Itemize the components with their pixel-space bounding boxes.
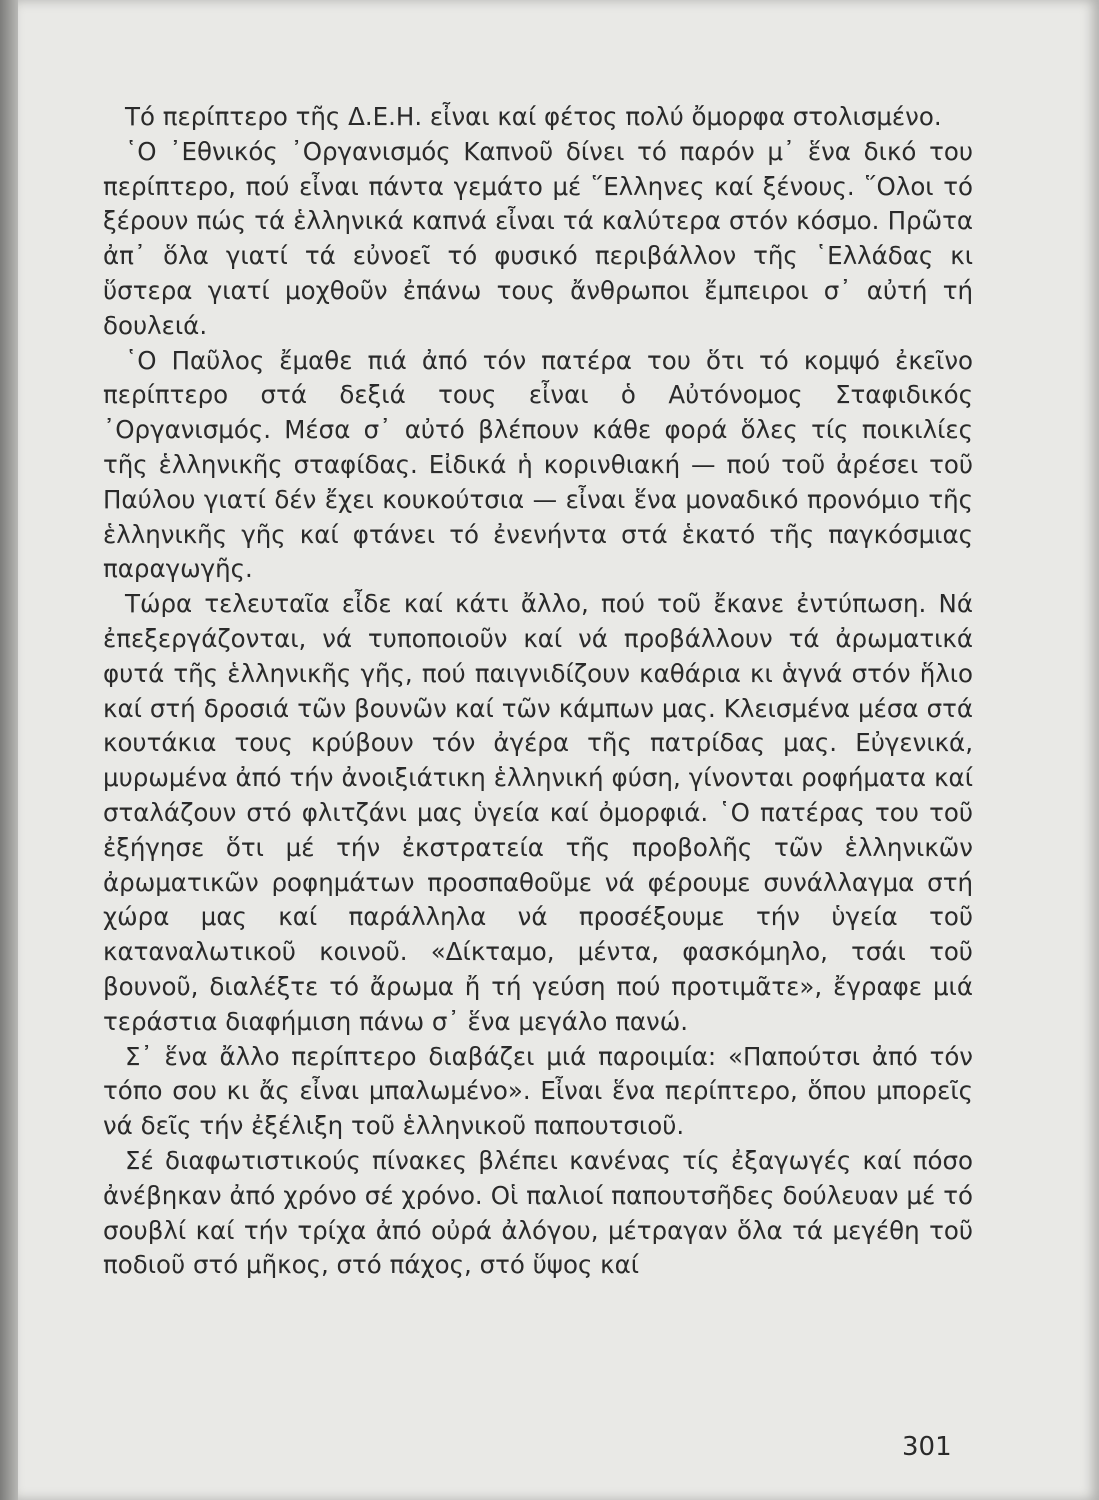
page-edge [0, 0, 18, 1500]
body-text [103, 100, 973, 1283]
paragraph-5: Σ᾿ ἕνα ἄλλο περίπτερο διαβάζει μιά παροιμία: «Παπούτσι ἀπό τόν τόπο σου κι ἄς εἶναι μπαλωμένο». Εἶναι ἕνα περίπτερο, ὅπου μπορεῖς νά δεῖς τήν ἐξέλιξη τοῦ ἑλληνικοῦ παπουτσιοῦ. [103, 1041, 973, 1141]
paragraph-4: Τώρα τελευταῖα εἶδε καί κάτι ἄλλο, πού τοῦ ἔκανε ἐντύπωση. Νά ἐπεξεργάζονται, νά τυποποιοῦν καί νά προβάλλουν τά ἀρωματικά φυτά τῆς ἑλληνικῆς γῆς, πού παιγνιδίζουν καθάρια κι ἁγνά στόν ἥλιο καί στή δροσιά τῶν βουνῶν καί τῶν κάμπων μας. Κλεισμένα μέσα στά κουτάκια τους κρύβουν τόν ἀγέρα τῆς πατρίδας μας. Εὐγενικά, μυρωμένα ἀπό τήν ἀνοιξιάτικη ἑλληνική φύση, γίνονται ροφήματα καί σταλάζουν στό φλιτζάνι μας ὑγεία καί ὀμορφιά. ῾Ο πατέρας του τοῦ ἐξήγησε ὅτι μέ τήν ἐκστρατεία τῆς προβολῆς τῶν ἑλληνικῶν ἀρωματικῶν ροφημάτων προσπαθοῦμε νά φέρουμε συνάλλαγμα στή χώρα μας καί παράλληλα νά προσέξουμε τήν ὑγεία τοῦ καταναλωτικοῦ κοινοῦ. «Δίκταμο, μέντα, φασκόμηλο, τσάι τοῦ βουνοῦ, διαλέξτε τό ἄρωμα ἤ τή γεύση πού προτιμᾶτε», ἔγραφε μιά τεράστια διαφήμιση πάνω σ᾿ ἕνα μεγάλο πανώ. [103, 589, 973, 1036]
paragraph-3: ῾Ο Παῦλος ἔμαθε πιά ἀπό τόν πατέρα του ὅτι τό κομψό ἐκεῖνο περίπτερο στά δεξιά τους εἶναι ὁ Αὐτόνομος Σταφιδικός ᾿Οργανισμός. Μέσα σ᾿ αὐτό βλέπουν κάθε φορά ὅλες τίς ποικιλίες τῆς ἑλληνικῆς σταφίδας. Εἰδικά ἡ κορινθιακή — πού τοῦ ἀρέσει τοῦ Παύλου γιατί δέν ἔχει κουκούτσια — εἶναι ἕνα μοναδικό προνόμιο τῆς ἑλληνικῆς γῆς καί φτάνει τό ἐνενήντα στά ἑκατό τῆς παγκόσμιας παραγωγῆς. [103, 345, 973, 584]
paragraph-2: ῾Ο ᾿Εθνικός ᾿Οργανισμός Καπνοῦ δίνει τό παρόν μ᾿ ἕνα δικό του περίπτερο, πού εἶναι πάντα γεμάτο μέ ῞Ελληνες καί ξένους. ῞Ολοι τό ξέρουν πώς τά ἑλληνικά καπνά εἶναι τά καλύτερα στόν κόσμο. Πρῶτα ἀπ᾿ ὅλα γιατί τά εὐνοεῖ τό φυσικό περιβάλλον τῆς ῾Ελλάδας κι ὕστερα γιατί μοχθοῦν ἐπάνω τους ἄνθρωποι ἔμπειροι σ᾿ αὐτή τή δουλειά. [103, 136, 973, 340]
book-page [18, 0, 1099, 1500]
paragraph-1: Τό περίπτερο τῆς Δ.Ε.Η. εἶναι καί φέτος πολύ ὄμορφα στολισμένο. [125, 102, 942, 131]
paragraph-6: Σέ διαφωτιστικούς πίνακες βλέπει κανένας τίς ἐξαγωγές καί πόσο ἀνέβηκαν ἀπό χρόνο σέ χρόνο. Οἱ παλιοί παπουτσῆδες δούλευαν μέ τό σουβλί καί τήν τρίχα ἀπό οὐρά ἀλόγου, μέτραγαν ὅλα τά μεγέθη τοῦ ποδιοῦ στό μῆκος, στό πάχος, στό ὕψος καί [103, 1145, 973, 1280]
page-number: 301 [902, 1432, 952, 1462]
